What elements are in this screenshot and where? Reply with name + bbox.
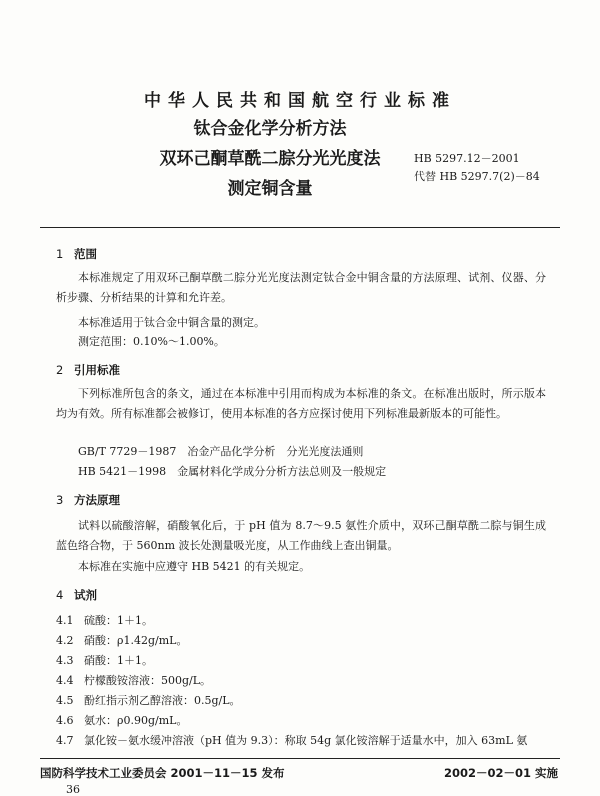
reagent-number: 4.4 bbox=[56, 674, 74, 687]
standard-code: HB 5297.12－2001 bbox=[414, 152, 520, 165]
reagent-text: 硝酸：ρ1.42g/mL。 bbox=[84, 634, 188, 647]
scope-paragraph-2: 本标准适用于钛合金中铜含量的测定。 bbox=[78, 316, 265, 329]
page-number: 36 bbox=[66, 783, 80, 796]
doc-title-line-3: 测定铜含量 bbox=[227, 179, 313, 199]
section-1-title: 范围 bbox=[74, 247, 97, 261]
reagent-number: 4.3 bbox=[56, 654, 74, 667]
header-divider bbox=[40, 227, 560, 228]
issued-by: 国防科学技术工业委员会 2001－11－15 发布 bbox=[40, 766, 285, 780]
section-2-title: 引用标准 bbox=[74, 363, 120, 377]
reagent-item bbox=[56, 632, 187, 648]
reagent-text: 硫酸：1＋1。 bbox=[84, 614, 153, 627]
section-2-heading bbox=[56, 362, 120, 378]
reagent-number: 4.7 bbox=[56, 734, 74, 747]
footer-divider bbox=[40, 758, 560, 759]
standard-code-block bbox=[414, 150, 540, 186]
section-1-heading bbox=[56, 246, 97, 262]
reagent-text: 酚红指示剂乙醇溶液：0.5g/L。 bbox=[84, 694, 241, 707]
reagent-number: 4.2 bbox=[56, 634, 74, 647]
standard-body-title: 中华人民共和国航空行业标准 bbox=[144, 91, 456, 111]
section-4-number: 4 bbox=[56, 588, 64, 602]
reagent-item bbox=[56, 612, 153, 628]
section-4-title: 试剂 bbox=[74, 588, 97, 602]
reagent-item bbox=[56, 692, 241, 708]
reagent-number: 4.1 bbox=[56, 614, 74, 627]
reference-hb-5421: HB 5421－1998 金属材料化学成分分析方法总则及一般规定 bbox=[78, 465, 387, 478]
references-paragraph: 下列标准所包含的条文，通过在本标准中引用而构成为本标准的条文。在标准出版时，所示版本均为有效。所有标准都会被修订，使用本标准的各方应探讨使用下列标准最新版本的可能性。 bbox=[56, 387, 546, 420]
principle-paragraph-1: 试料以硫酸溶解，硝酸氧化后，于 pH 值为 8.7～9.5 氨性介质中，双环己酮草酰二腙与铜生成蓝色络合物，于 560nm 波长处测量吸光度，从工作曲线上查出铜量。 bbox=[56, 519, 546, 552]
doc-title-line-2: 双环己酮草酰二腙分光光度法 bbox=[159, 149, 381, 169]
reagent-item bbox=[56, 652, 153, 668]
reagent-item bbox=[56, 712, 187, 728]
reagent-item bbox=[56, 672, 211, 688]
reagent-text: 硝酸：1＋1。 bbox=[84, 654, 153, 667]
section-3-number: 3 bbox=[56, 493, 64, 507]
section-3-title: 方法原理 bbox=[74, 493, 120, 507]
reagent-number: 4.5 bbox=[56, 694, 74, 707]
scope-paragraph-1: 本标准规定了用双环己酮草酰二腙分光光度法测定钛合金中铜含量的方法原理、试剂、仪器、分析步骤、分析结果的计算和允许差。 bbox=[56, 271, 546, 304]
section-2-number: 2 bbox=[56, 363, 64, 377]
scope-paragraph-3: 测定范围：0.10%～1.00%。 bbox=[78, 335, 225, 348]
section-4-heading bbox=[56, 587, 97, 603]
reagent-text: 柠檬酸铵溶液：500g/L。 bbox=[84, 674, 212, 687]
reference-gbt-7729: GB/T 7729－1987 冶金产品化学分析 分光光度法通则 bbox=[78, 445, 364, 458]
reagent-text: 氨水：ρ0.90g/mL。 bbox=[84, 714, 188, 727]
reagent-number: 4.6 bbox=[56, 714, 74, 727]
doc-title-line-1: 钛合金化学分析方法 bbox=[193, 119, 347, 139]
reagent-item bbox=[56, 732, 527, 748]
effective-date: 2002－02－01 实施 bbox=[443, 766, 558, 780]
section-3-heading bbox=[56, 492, 120, 508]
replaces-code: 代替 HB 5297.7(2)－84 bbox=[414, 170, 540, 183]
reagent-text: 氯化铵－氨水缓冲溶液（pH 值为 9.3）：称取 54g 氯化铵溶解于适量水中，加入 63mL 氨 bbox=[84, 734, 528, 747]
section-1-number: 1 bbox=[56, 247, 64, 261]
principle-paragraph-2: 本标准在实施中应遵守 HB 5421 的有关规定。 bbox=[78, 560, 311, 573]
